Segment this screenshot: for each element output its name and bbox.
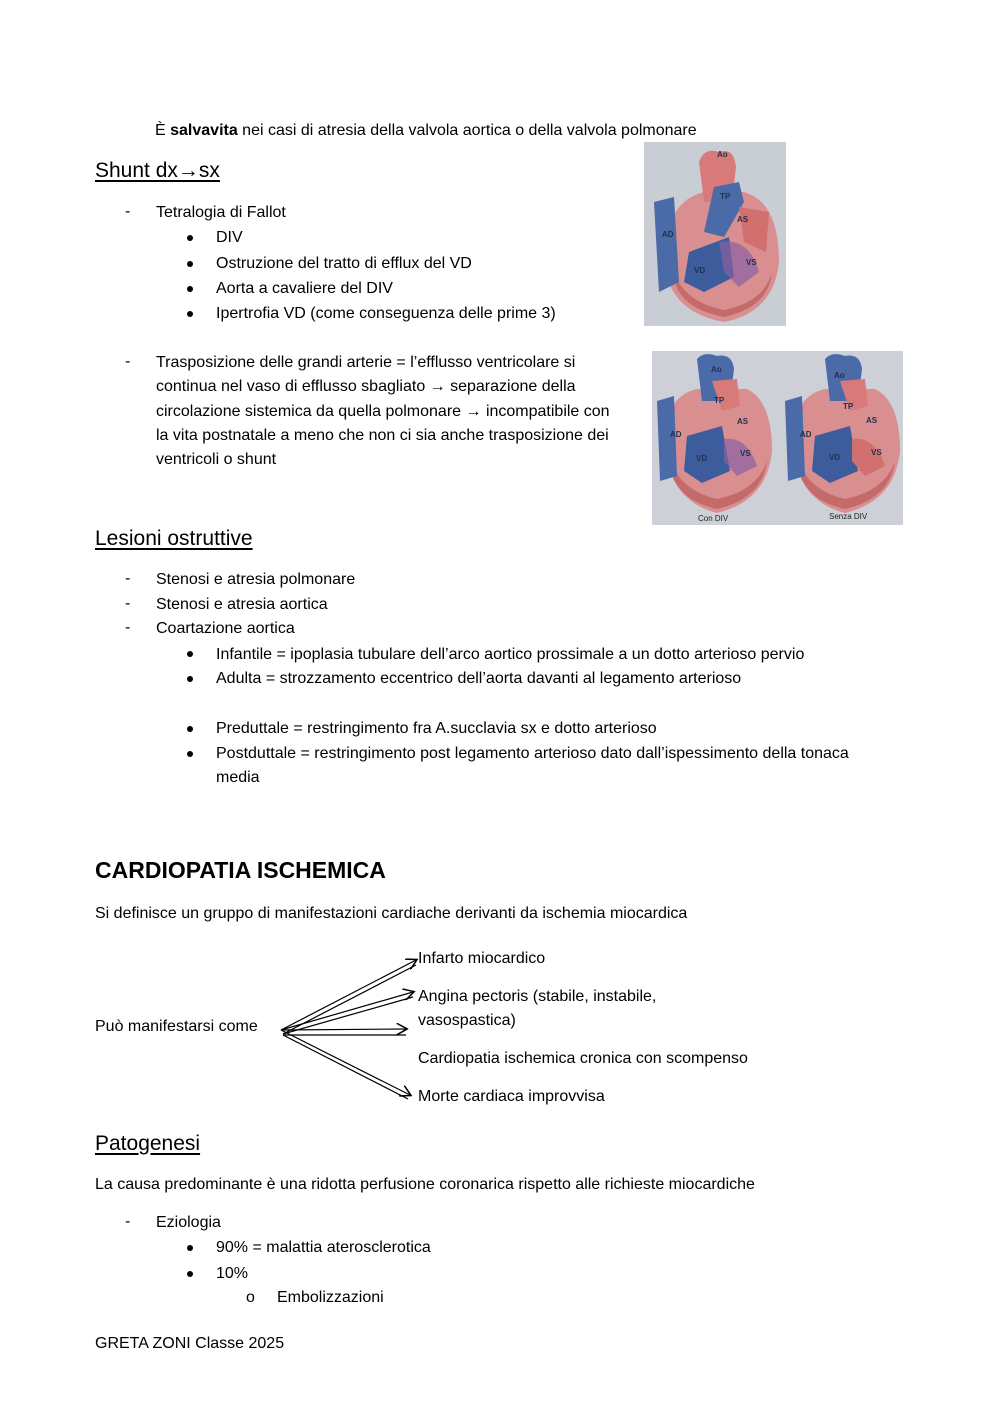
list-dash: - <box>125 203 131 220</box>
diagram-target: Angina pectoris (stabile, instabile, <box>418 988 657 1005</box>
label-vs: VS <box>740 449 751 458</box>
cardiopatia-definition: Si definisce un gruppo di manifestazioni cardiache derivanti da ischemia miocardica <box>95 905 688 922</box>
fallot-item: Ipertrofia VD (come conseguenza delle prime 3) <box>216 305 556 322</box>
label-vs: VS <box>871 448 882 457</box>
transposition-hearts-figure <box>652 351 903 525</box>
caption-con-div: Con DIV <box>698 514 729 523</box>
diagram-target: Infarto miocardico <box>418 950 546 967</box>
label-as: AS <box>737 417 749 426</box>
coartazione-sub: Preduttale = restringimento fra A.succlavia sx e dotto arterioso <box>216 720 657 737</box>
list-dash: - <box>125 353 131 370</box>
coartazione-sub: Infantile = ipoplasia tubulare dell’arco aortico prossimale a un dotto arterioso pervio <box>216 646 805 663</box>
caption-senza-div: Senza DIV <box>829 512 868 521</box>
trasposizione-line: ventricoli o shunt <box>156 451 277 468</box>
label-ao: Ao <box>711 365 722 374</box>
lesioni-item: Coartazione aortica <box>156 620 295 637</box>
label-vd: VD <box>829 453 841 462</box>
intro-prefix: È <box>155 122 171 139</box>
label-as: AS <box>737 215 749 224</box>
diagram-target-cont: vasospastica) <box>418 1012 516 1029</box>
trasposizione-line: continua nel vaso di efflusso sbagliato → separazione della <box>156 378 576 395</box>
bullet <box>187 676 193 682</box>
bullet <box>187 286 193 292</box>
lesioni-item: Stenosi e atresia polmonare <box>156 571 356 588</box>
lesioni-heading: Lesioni ostruttive <box>95 527 253 550</box>
label-ad: AD <box>662 230 674 239</box>
list-dash: - <box>125 570 131 587</box>
label-vd: VD <box>696 454 708 463</box>
coartazione-sub-cont: media <box>216 769 260 786</box>
trasposizione-line: Trasposizione delle grandi arterie = l’efflusso ventricolare si <box>156 354 576 371</box>
fallot-heart-figure <box>644 142 786 326</box>
label-tp: TP <box>843 402 854 411</box>
label-tp: TP <box>714 396 725 405</box>
patogenesi-text: La causa predominante è una ridotta perfusione coronarica rispetto alle richieste miocardiche <box>95 1176 755 1193</box>
label-vd: VD <box>694 266 706 275</box>
coartazione-sub: Adulta = strozzamento eccentrico dell’aorta davanti al legamento arterioso <box>216 670 742 687</box>
fallot-item: DIV <box>216 229 243 246</box>
bullet <box>187 261 193 267</box>
label-ad: AD <box>800 430 812 439</box>
eziologia-item: Eziologia <box>156 1214 221 1231</box>
diagram-source: Può manifestarsi come <box>95 1018 258 1035</box>
bullet <box>187 726 193 732</box>
label-ad: AD <box>670 430 682 439</box>
bullet <box>187 235 193 241</box>
bullet <box>187 651 193 657</box>
shunt-heading: Shunt dx→sx <box>95 159 220 182</box>
fallot-item: Aorta a cavaliere del DIV <box>216 280 393 297</box>
eziologia-subsub: Embolizzazioni <box>277 1289 384 1306</box>
list-dash: - <box>125 1213 131 1230</box>
trasposizione-line: la vita postnatale a meno che non ci sia anche trasposizione dei <box>156 427 609 444</box>
list-dash: - <box>125 619 131 636</box>
label-ao: Ao <box>717 150 728 159</box>
bullet <box>187 311 193 317</box>
label-ao: Ao <box>834 371 845 380</box>
eziologia-sub: 10% <box>216 1265 249 1282</box>
heart-illustration-pair <box>652 351 903 525</box>
diagram-arrows <box>270 945 430 1115</box>
bullet <box>187 751 193 757</box>
list-dash: - <box>125 595 131 612</box>
trasposizione-line: circolazione sistemica da quella polmonare → incompatibile con <box>156 403 610 420</box>
diagram-target: Cardiopatia ischemica cronica con scompenso <box>418 1050 748 1067</box>
patogenesi-heading: Patogenesi <box>95 1132 201 1155</box>
fallot-title: Tetralogia di Fallot <box>156 204 286 221</box>
fallot-item: Ostruzione del tratto di efflux del VD <box>216 255 472 272</box>
circle-marker: o <box>246 1289 255 1306</box>
intro-rest: nei casi di atresia della valvola aortica o della valvola polmonare <box>237 122 697 139</box>
label-as: AS <box>866 416 878 425</box>
coartazione-sub: Postduttale = restringimento post legamento arterioso dato dall’ispessimento della tonaca <box>216 745 849 762</box>
cardiopatia-heading: CARDIOPATIA ISCHEMICA <box>95 857 386 883</box>
intro-bold: salvavita <box>170 122 238 139</box>
label-vs: VS <box>746 258 757 267</box>
eziologia-sub: 90% = malattia aterosclerotica <box>216 1239 431 1256</box>
bullet <box>187 1245 193 1251</box>
bullet <box>187 1271 193 1277</box>
diagram-target: Morte cardiaca improvvisa <box>418 1088 605 1105</box>
page-footer: GRETA ZONI Classe 2025 <box>95 1335 285 1352</box>
label-tp: TP <box>720 192 731 201</box>
intro-line <box>155 119 697 144</box>
lesioni-item: Stenosi e atresia aortica <box>156 596 328 613</box>
